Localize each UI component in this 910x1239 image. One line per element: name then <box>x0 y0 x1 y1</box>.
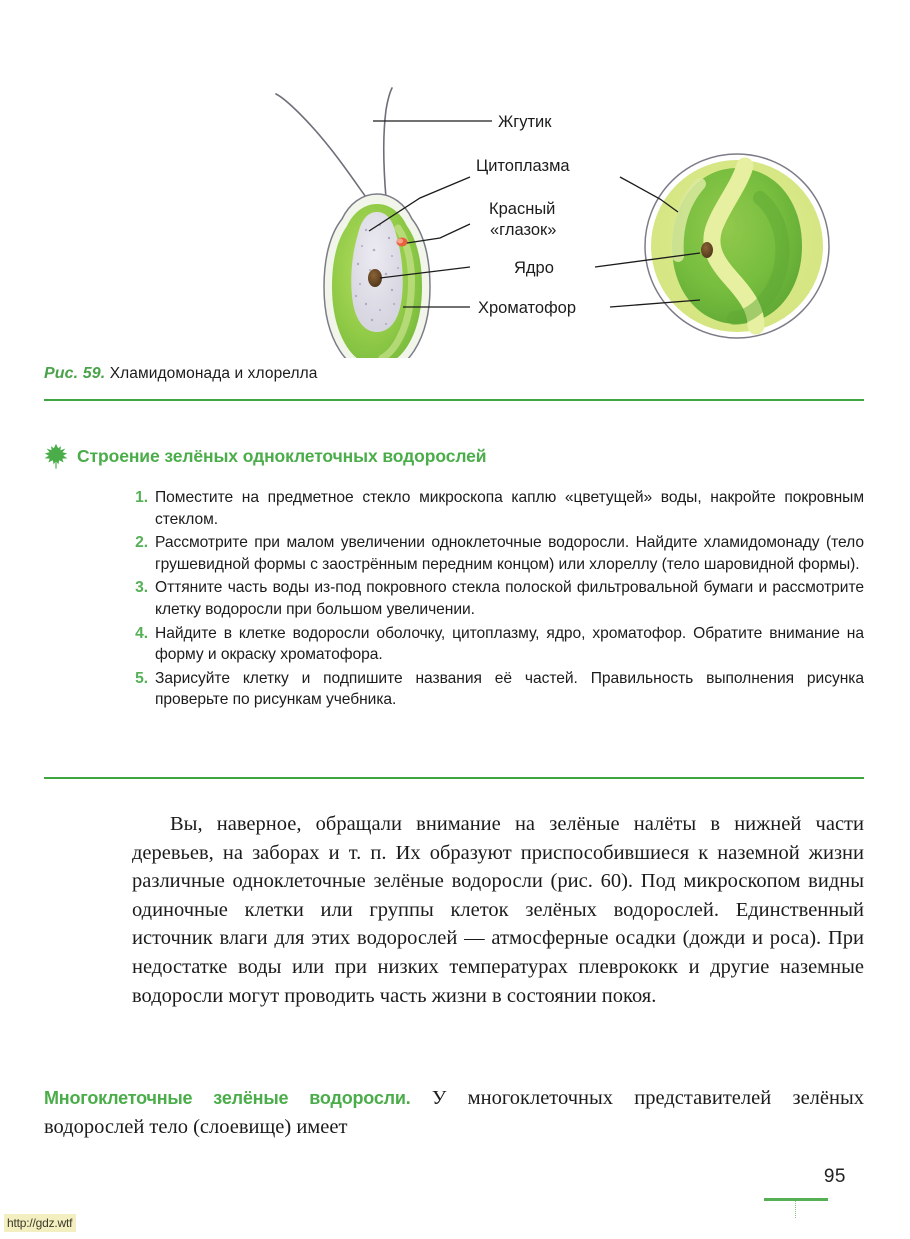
figure-caption-text: Хламидомонада и хлорелла <box>109 365 318 382</box>
lab-step-5 <box>124 668 864 711</box>
section-lead-in: Многоклеточные зелёные водоросли. <box>44 1088 411 1108</box>
chlorella-cell <box>645 154 829 338</box>
lab-step-text: Зарисуйте клетку и подпишите названия её частей. Правильность выполнения рисунка проверьте по рисункам учебника. <box>155 669 864 709</box>
chlamydomonas-cell <box>276 88 430 358</box>
lab-step-text: Найдите в клетке водоросли оболочку, цитоплазму, ядро, хроматофор. Обратите внимание на форму и окраску хроматофора. <box>155 624 864 664</box>
lab-step-number: 4. <box>135 624 148 642</box>
figure-illustration <box>0 78 910 358</box>
leaf-icon <box>44 443 68 469</box>
lab-step-number: 2. <box>135 534 148 552</box>
watermark: http://gdz.wtf <box>4 1214 76 1232</box>
label-eyespot-line2: «глазок» <box>490 221 557 239</box>
lab-steps-list <box>124 487 864 713</box>
section-body-text: У многоклеточных представителей зелёных водорослей тело (слоевище) имеет <box>44 1087 864 1138</box>
figure-caption <box>44 365 318 383</box>
figure-number: Рис. 59. <box>44 365 106 382</box>
label-chromatophore: Хроматофор <box>478 299 576 317</box>
divider-top <box>44 399 864 401</box>
body-paragraph: Вы, наверное, обращали внимание на зелёные налёты в нижней части деревьев, на заборах и т. п. Их образуют приспособившиеся к наземной жизни различные одноклеточные зелёные водоросли (рис. 60). Под микроскопом видны одиночные клетки или группы клеток зелёных водорослей. Единственный источник влаги для этих водорослей — атмосферные осадки (дожди и роса). При недостатке воды или при низких температурах плеврококк и другие наземные водоросли могут проводить часть жизни в состоянии покоя. <box>132 813 864 1007</box>
lab-step-text: Оттяните часть воды из-под покровного стекла полоской фильтровальной бумаги и рассмотрите клетку водоросли при большом увеличении. <box>155 579 864 618</box>
lab-section-heading <box>44 443 486 469</box>
lab-step-number: 5. <box>135 669 148 687</box>
lab-step-number: 3. <box>135 579 148 597</box>
label-flagellum: Жгутик <box>498 113 552 131</box>
lab-heading-label: Строение зелёных одноклеточных водорослей <box>77 445 487 466</box>
page-number: 95 <box>823 1166 846 1187</box>
lab-step-4 <box>124 623 864 666</box>
lab-step-1 <box>124 487 864 530</box>
divider-bottom <box>44 777 864 779</box>
lab-step-text: Поместите на предметное стекло микроскопа каплю «цветущей» воды, накройте покровным стеклом. <box>155 489 864 528</box>
lab-step-number: 1. <box>135 489 148 506</box>
footer-tick <box>795 1201 796 1218</box>
label-cytoplasm: Цитоплазма <box>476 157 570 175</box>
nucleus-chlorella <box>701 242 713 258</box>
lab-step-3 <box>124 577 864 620</box>
footer-rule <box>764 1198 828 1201</box>
nucleus-chlamydomonas <box>368 269 382 287</box>
label-nucleus: Ядро <box>514 259 554 277</box>
section-paragraph <box>44 1084 864 1141</box>
section-text-block <box>44 1084 864 1141</box>
lab-step-2 <box>124 532 864 575</box>
lab-step-text: Рассмотрите при малом увеличении одноклеточные водоросли. Найдите хламидомонаду (тело грушевидной формы с заострённым передним концом) или хлореллу (тело шаровидной формы). <box>155 534 864 573</box>
label-eyespot-line1: Красный <box>489 200 556 218</box>
body-text-block <box>132 810 864 1010</box>
